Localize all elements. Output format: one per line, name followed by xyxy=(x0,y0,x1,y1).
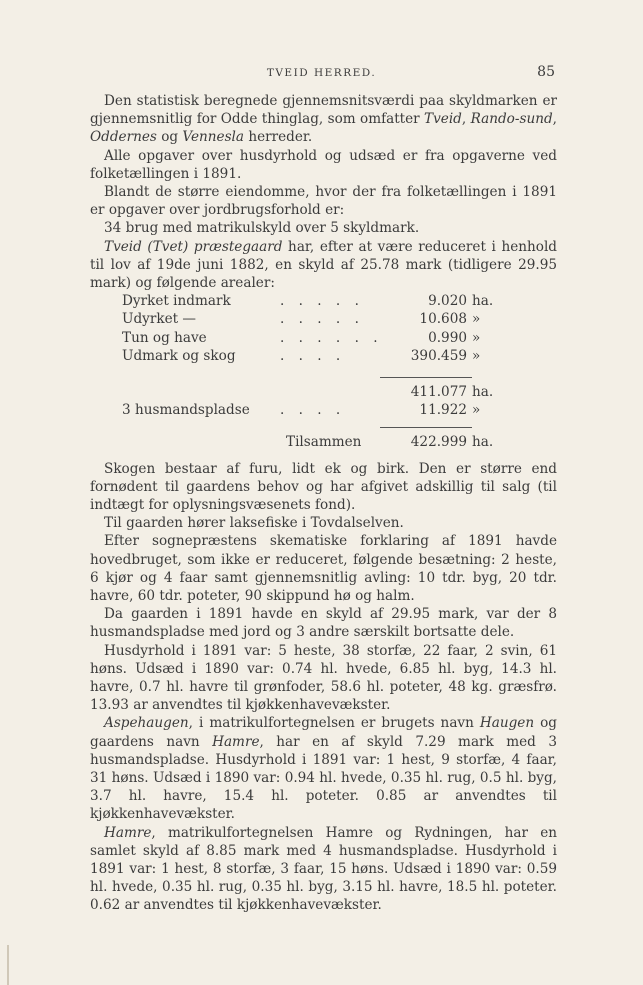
paragraph-hovedbruget: Efter sognepræstens skematiske forklaring af 1891 havde hovedbruget, som ikke er reduceret, følgende besætning: 2 heste, 6 kjør og 4 faar samt gjennemsnitlig avling: 10 tdr. byg, 20 tdr. havre, 60 tdr. poteter, 90 skippund hø og halm. xyxy=(90,533,557,604)
page-body xyxy=(90,92,557,915)
place-name: Vennesla xyxy=(182,129,245,146)
farm-name: Aspehaugen xyxy=(104,715,189,732)
rule-spacer xyxy=(90,419,557,433)
text-run: herreder. xyxy=(244,129,313,146)
row-unit: » xyxy=(472,402,481,419)
row-value: 9.020 xyxy=(428,293,467,310)
text-run: og xyxy=(156,129,183,146)
row-label: Dyrket indmark xyxy=(122,293,231,310)
row-label: 3 husmandspladse xyxy=(122,402,250,419)
row-label: Udyrket — xyxy=(122,311,196,328)
paragraph-husdyrhold: Husdyrhold i 1891 var: 5 heste, 38 storfæ, 22 faar, 2 svin, 61 høns. Udsæd i 1890 var: 0.74 hl. hvede, 6.85 hl. byg, 14.3 hl. havre, 0.7 hl. havre til grønfoder, 58.6 hl. poteter, 48 kg. græsfrø. 13.93 ar anvendtes til kjøkkenhavevækster. xyxy=(90,642,557,714)
leader-dots: . . . . . xyxy=(280,293,364,310)
row-value: 10.608 xyxy=(419,311,467,328)
text-run: , xyxy=(552,111,557,128)
table-row xyxy=(90,329,557,347)
row-unit: » xyxy=(472,311,481,328)
running-head: TVEID HERRED. xyxy=(266,67,377,79)
areal-table xyxy=(90,292,557,451)
farm-name: Tveid (Tvet) præstegaard xyxy=(104,238,283,255)
rule-spacer xyxy=(90,365,557,383)
text-run: har, efter at være reduceret i henhold til lov af 19de juni 1882, en skyld af 25.78 mark (tidligere 29.95 mark) og følgende arealer: xyxy=(90,238,557,292)
text-run: , i matrikulfortegnelsen er brugets navn xyxy=(188,715,480,732)
table-row xyxy=(90,347,557,365)
farm-name: Hamre xyxy=(212,733,260,750)
subtotal-value: 411.077 xyxy=(410,383,467,400)
table-row xyxy=(90,292,557,310)
paragraph-skyldmark xyxy=(90,92,557,147)
leader-dots: . . . . . xyxy=(280,311,364,328)
row-label: Udmark og skog xyxy=(122,347,236,364)
row-value: 390.459 xyxy=(410,347,467,364)
text-run: , xyxy=(461,111,471,128)
table-row xyxy=(90,310,557,328)
spacer xyxy=(90,452,557,460)
row-unit: ha. xyxy=(472,293,494,310)
paragraph-opgaver: Alle opgaver over husdyrhold og udsæd er fra opgaverne ved folketællingen i 1891. xyxy=(90,147,557,182)
paragraph-brug: 34 brug med matrikulskyld over 5 skyldmark. xyxy=(104,220,420,237)
total-label: Tilsammen xyxy=(286,434,362,451)
paragraph-husmandspladse: Da gaarden i 1891 havde en skyld af 29.95 mark, var der 8 husmandspladse med jord og 3 andre særskilt bortsatte dele. xyxy=(90,606,557,641)
place-name: Oddernes xyxy=(90,129,157,146)
paragraph-praestegaard xyxy=(90,238,557,293)
paragraph-aspehaugen xyxy=(90,714,557,823)
text-run: , matrikulfortegnelsen Hamre og Rydningen, har en samlet skyld af 8.85 mark med 4 husmandspladse. Husdyrhold i 1891 var: 1 hest, 8 storfæ, 3 faar, 15 høns. Udsæd i 1890 var: 0.59 hl. hvede, 0.35 hl. rug, 0.35 hl. byg, 3.15 hl. havre, 18.5 hl. poteter. 0.62 ar anvendtes til kjøkkenhavevækster. xyxy=(90,824,557,914)
row-value: 11.922 xyxy=(419,402,467,419)
binding-edge xyxy=(0,945,643,985)
page-number: 85 xyxy=(537,64,555,80)
total-unit: ha. xyxy=(472,434,494,451)
subtotal-row xyxy=(90,383,557,401)
leader-dots: . . . . xyxy=(280,402,346,419)
table-row xyxy=(90,401,557,419)
page-header xyxy=(0,64,643,84)
row-value: 0.990 xyxy=(428,329,467,346)
text-run: og gaardens navn xyxy=(90,715,557,750)
total-row xyxy=(90,433,557,451)
paragraph-laksefiske: Til gaarden hører laksefiske i Tovdalselven. xyxy=(104,515,404,532)
place-name: Rando-sund xyxy=(470,111,553,128)
row-unit: » xyxy=(472,347,481,364)
text-run: , har en af skyld 7.29 mark med 3 husmandspladse. Husdyrhold i 1891 var: 1 hest, 9 storfæ, 4 faar, 31 høns. Udsæd i 1890 var: 0.94 hl. hvede, 0.35 hl. rug, 0.5 hl. byg, 3.7 hl. havre, 15.4 hl. poteter. 0.85 ar anvendtes til kjøkkenhavevækster. xyxy=(90,733,557,823)
leader-dots: . . . . xyxy=(280,347,346,364)
farm-name: Haugen xyxy=(479,715,535,732)
binding-mark xyxy=(7,945,9,985)
paragraph-skogen: Skogen bestaar af furu, lidt ek og birk. Den er større end fornødent til gaardens behov og har afgivet adskillig til salg (til indtægt for oplysningsvæsenets fond). xyxy=(90,460,557,513)
sum-rule xyxy=(380,377,472,378)
text-run: Den statistisk beregnede gjennemsnitsværdi paa skyldmarken er gjennemsnitlig for Odde thinglag, som omfatter xyxy=(90,93,557,128)
total-value: 422.999 xyxy=(410,434,467,451)
paragraph-eiendomme: Blandt de større eiendomme, hvor der fra folketællingen i 1891 er opgaver over jordbrugsforhold er: xyxy=(90,184,557,219)
place-name: Tveid xyxy=(424,111,462,128)
row-unit: » xyxy=(472,329,481,346)
sum-rule xyxy=(380,427,472,428)
row-label: Tun og have xyxy=(122,329,207,346)
paragraph-hamre xyxy=(90,824,557,915)
leader-dots: . . . . . . xyxy=(280,329,383,346)
farm-name: Hamre xyxy=(104,824,152,841)
subtotal-unit: ha. xyxy=(472,383,494,400)
